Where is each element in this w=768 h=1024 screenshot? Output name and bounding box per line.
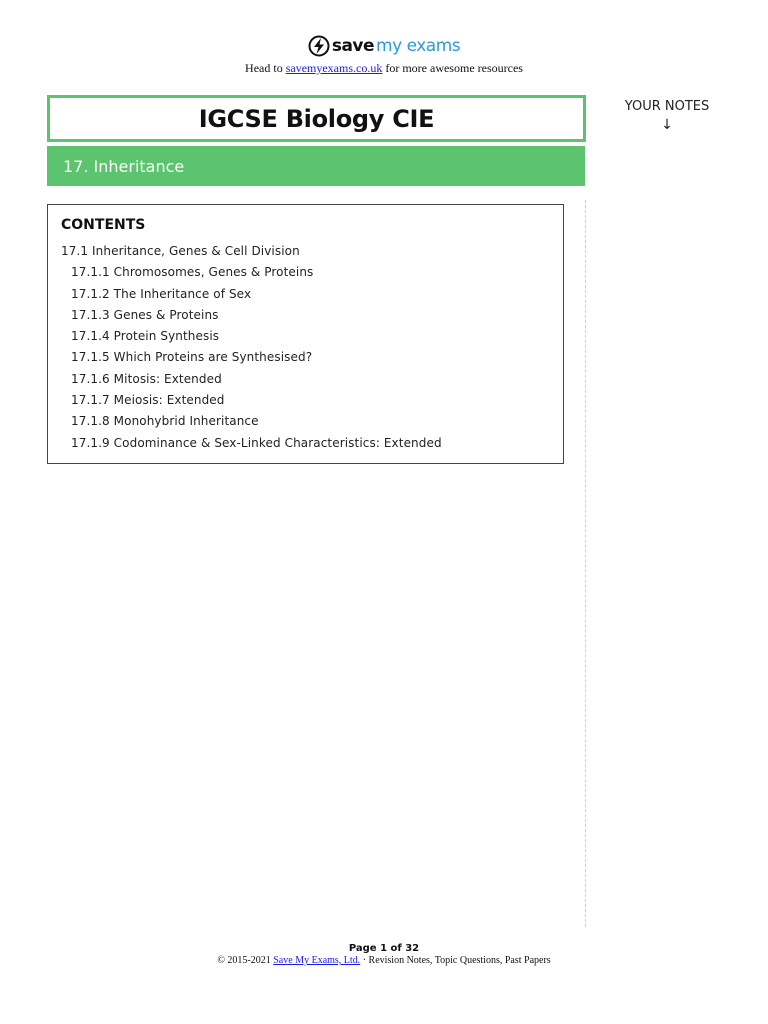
website-link[interactable]: savemyexams.co.uk: [285, 61, 383, 75]
toc-item[interactable]: 17.1.8 Monohybrid Inheritance: [71, 414, 259, 429]
company-link[interactable]: Save My Exams, Ltd.: [273, 955, 361, 966]
toc-item[interactable]: 17.1.1 Chromosomes, Genes & Proteins: [71, 265, 314, 280]
section-title: 17. Inheritance: [63, 156, 185, 176]
toc-item[interactable]: 17.1.5 Which Proteins are Synthesised?: [71, 350, 313, 365]
toc-item[interactable]: 17.1.7 Meiosis: Extended: [71, 393, 225, 408]
section-banner: [47, 146, 585, 186]
page-number: Page 1 of 32: [348, 943, 420, 954]
toc-item[interactable]: 17.1.4 Protein Synthesis: [71, 329, 220, 344]
contents-heading: CONTENTS: [61, 217, 146, 233]
document-title: IGCSE Biology CIE: [198, 104, 435, 133]
contents-box: [47, 204, 564, 464]
tagline-suffix: for more awesome resources: [382, 61, 523, 75]
page-header: [0, 33, 768, 76]
page-footer: [0, 943, 768, 966]
toc-item[interactable]: 17.1.3 Genes & Proteins: [71, 307, 219, 322]
arrow-down-icon: ↓: [661, 117, 673, 133]
toc-item[interactable]: 17.1.6 Mitosis: Extended: [71, 371, 222, 386]
toc-item[interactable]: 17.1.2 The Inheritance of Sex: [71, 286, 252, 301]
logo-word-save: save: [331, 36, 375, 56]
logo-word-myexams: my exams: [376, 36, 461, 56]
notes-divider: [585, 200, 586, 927]
toc-item[interactable]: 17.1.9 Codominance & Sex-Linked Characteristics: Extended: [71, 435, 442, 450]
header-tagline: [0, 61, 768, 76]
logo[interactable]: [308, 33, 460, 59]
document-title-box: [47, 95, 586, 142]
toc-item[interactable]: 17.1 Inheritance, Genes & Cell Division: [61, 244, 300, 258]
your-notes-label: YOUR NOTES: [624, 99, 710, 114]
copyright-prefix: © 2015-2021: [217, 955, 274, 966]
copyright-suffix: · Revision Notes, Topic Questions, Past Papers: [360, 955, 551, 966]
table-of-contents: [61, 241, 442, 454]
copyright-line: [0, 955, 768, 966]
tagline-prefix: Head to: [245, 61, 286, 75]
lightning-bolt-icon: [308, 35, 330, 57]
